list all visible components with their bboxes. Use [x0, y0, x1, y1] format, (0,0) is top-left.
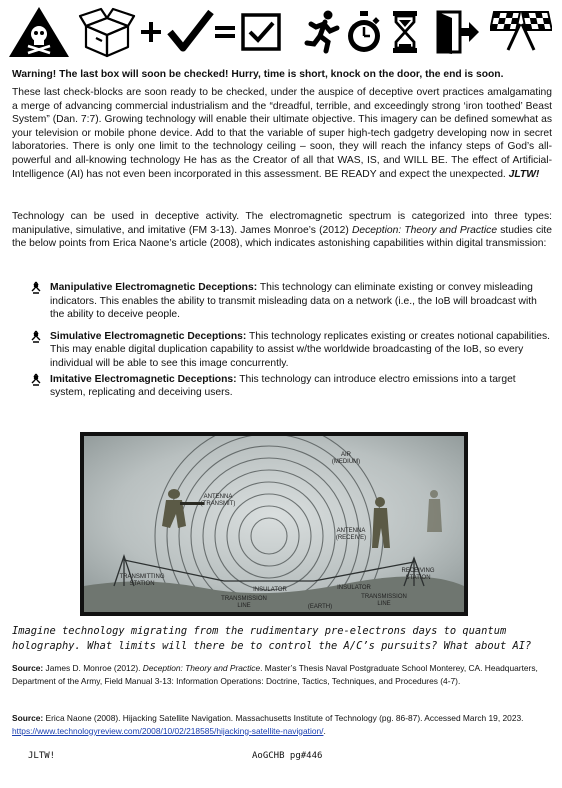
technology-paragraph-text: Technology can be used in deceptive activity. The electromagnetic spectrum is categorized into three types: manipulative, simulative, and imitative (FM 3-13). James Monroe’s (2012) [12, 211, 552, 236]
source-text: James D. Monroe (2012). [43, 663, 143, 673]
equals-icon [214, 22, 236, 42]
label-transmission-line-right: TRANSMISSION [361, 594, 407, 600]
biohazard-bullet-icon [30, 330, 42, 344]
label-receiving-station: RECEIVING [401, 568, 435, 574]
bullet-imitative [30, 373, 552, 400]
biohazard-bullet-icon [30, 373, 42, 387]
skull-crossbones-icon [8, 6, 70, 58]
bullet-text: This technology can eliminate existing or convey misleading indicators. This enables the ability to transmit misleading data on a network (i.e., the IoB will broadcast with the ability to deceive people. [50, 282, 537, 321]
book-title: Deception: Theory and Practice [351, 224, 498, 236]
closing-question: Imagine technology migrating from the rudimentary pre-electrons days to quantum holography. What limits will there be to control the A/C’s pursuits? What about AI? [12, 625, 532, 652]
electromagnetic-deception-image [80, 432, 468, 616]
bullet-manipulative [30, 281, 552, 322]
transmission-diagram [84, 436, 464, 612]
stopwatch-icon [346, 10, 382, 54]
label-insulator-left: INSULATOR [253, 587, 287, 593]
deception-bullet-list [30, 281, 552, 406]
source-text-end: . Master’s Thesis Naval Postgraduate School Monterey, CA. Headquarters, Department of the Army, Field Manual 3-13: Information Operations: Doctrine, Tactics, Techniques, and Procedures (4-7). [12, 663, 538, 686]
label-receiving-station-sub: STATION [405, 575, 431, 581]
label-earth: (EARTH) [307, 604, 333, 610]
label-insulator-right: INSULATOR [337, 585, 371, 591]
checkered-flags-icon [490, 10, 552, 54]
plus-icon [140, 20, 162, 44]
source-link[interactable]: https://www.technologyreview.com/2008/10/02/218585/hijacking-satellite-navigation/ [12, 725, 324, 736]
bullet-simulative [30, 330, 552, 371]
label-air-sub: (MEDIUM) [331, 459, 361, 465]
source-period: . [323, 725, 326, 736]
label-transmitting-station: TRANSMITTING [119, 574, 165, 580]
biohazard-bullet-icon [30, 281, 42, 295]
checkmark-icon [166, 8, 214, 54]
label-antenna-receive-sub: (RECEIVE) [335, 535, 367, 541]
label-transmission-line-right-sub: LINE [377, 601, 391, 607]
bullet-term: Imitative Electromagnetic Deceptions: [50, 373, 237, 385]
bullet-term: Manipulative Electromagnetic Deceptions: [50, 282, 258, 293]
source-monroe [12, 662, 557, 688]
technology-paragraph [12, 210, 552, 251]
source-naone [12, 712, 557, 738]
label-antenna-receive: ANTENNA [336, 528, 366, 534]
bullet-text: This technology can introduce electro emissions into a target system, replicating and deceiving users. [50, 373, 516, 399]
source-label: Source: [12, 713, 44, 723]
running-figure-icon [304, 10, 342, 54]
label-antenna-transmit-sub: (TRANSMIT) [200, 501, 236, 507]
intro-signoff: JLTW! [508, 168, 540, 180]
label-transmitting-station-sub: STATION [129, 581, 155, 587]
footer-page-number: AoGCHB pg#446 [252, 751, 323, 761]
intro-paragraph-text: These last check-blocks are soon ready to be checked, under the auspice of deceptive overt practices amalgamating a merge of advancing commercial industrialism and the “dreadful, terrible, and exceedingly strong ‘iron toothed’ Beast System” (Dan. 7:7). Growing technology will enable their ultimate objective. This imagery can be defined somewhat as your television or mobile phone device. Add to that the variable of super high-tech gadgetry developing now in secret laboratories. There is only one limit to the technology ceiling – soon, they will reach the infancy steps of God’s all-powerful and all-knowing technology He has as the Creator of all that WAS, IS, and WILL BE. The effect of Artificial-Intelligence (AI) has not even been incorporated in this assessment. BE READY and expect the unexpected. [12, 87, 552, 180]
source-text: Erica Naone (2008). Hijacking Satellite Navigation. Massachusetts Institute of Technology (pg. 86-87). Accessed March 19, 2023. [43, 713, 524, 723]
exit-door-icon [436, 10, 480, 54]
warning-heading: Warning! The last box will soon be checked! Hurry, time is short, knock on the door, the end is soon. [12, 69, 504, 80]
footer-signoff: JLTW! [28, 751, 56, 761]
label-transmission-line-left: TRANSMISSION [221, 596, 267, 602]
label-transmission-line-left-sub: LINE [237, 603, 251, 609]
source-title: Deception: Theory and Practice [142, 663, 261, 673]
hourglass-icon [390, 10, 420, 54]
source-label: Source: [12, 663, 44, 673]
box-icon [76, 6, 138, 58]
label-air: AIR [340, 452, 352, 458]
intro-paragraph [12, 86, 552, 181]
bullet-text: This technology replicates existing or creates notional capabilities. This may enable digital duplication capability to assist w/the worldwide broadcasting of the IoB, so every individual will be able to see this image concurrently. [50, 330, 551, 369]
checked-box-icon [240, 12, 282, 52]
label-antenna-transmit: ANTENNA [203, 494, 233, 500]
header-icon-strip [0, 0, 562, 62]
bullet-term: Simulative Electromagnetic Deceptions: [50, 330, 247, 342]
technology-paragraph-text-end: studies cite the below points from Erica Naone’s article (2008), which indicates astonishing capabilities within digital transmission: [12, 224, 552, 250]
